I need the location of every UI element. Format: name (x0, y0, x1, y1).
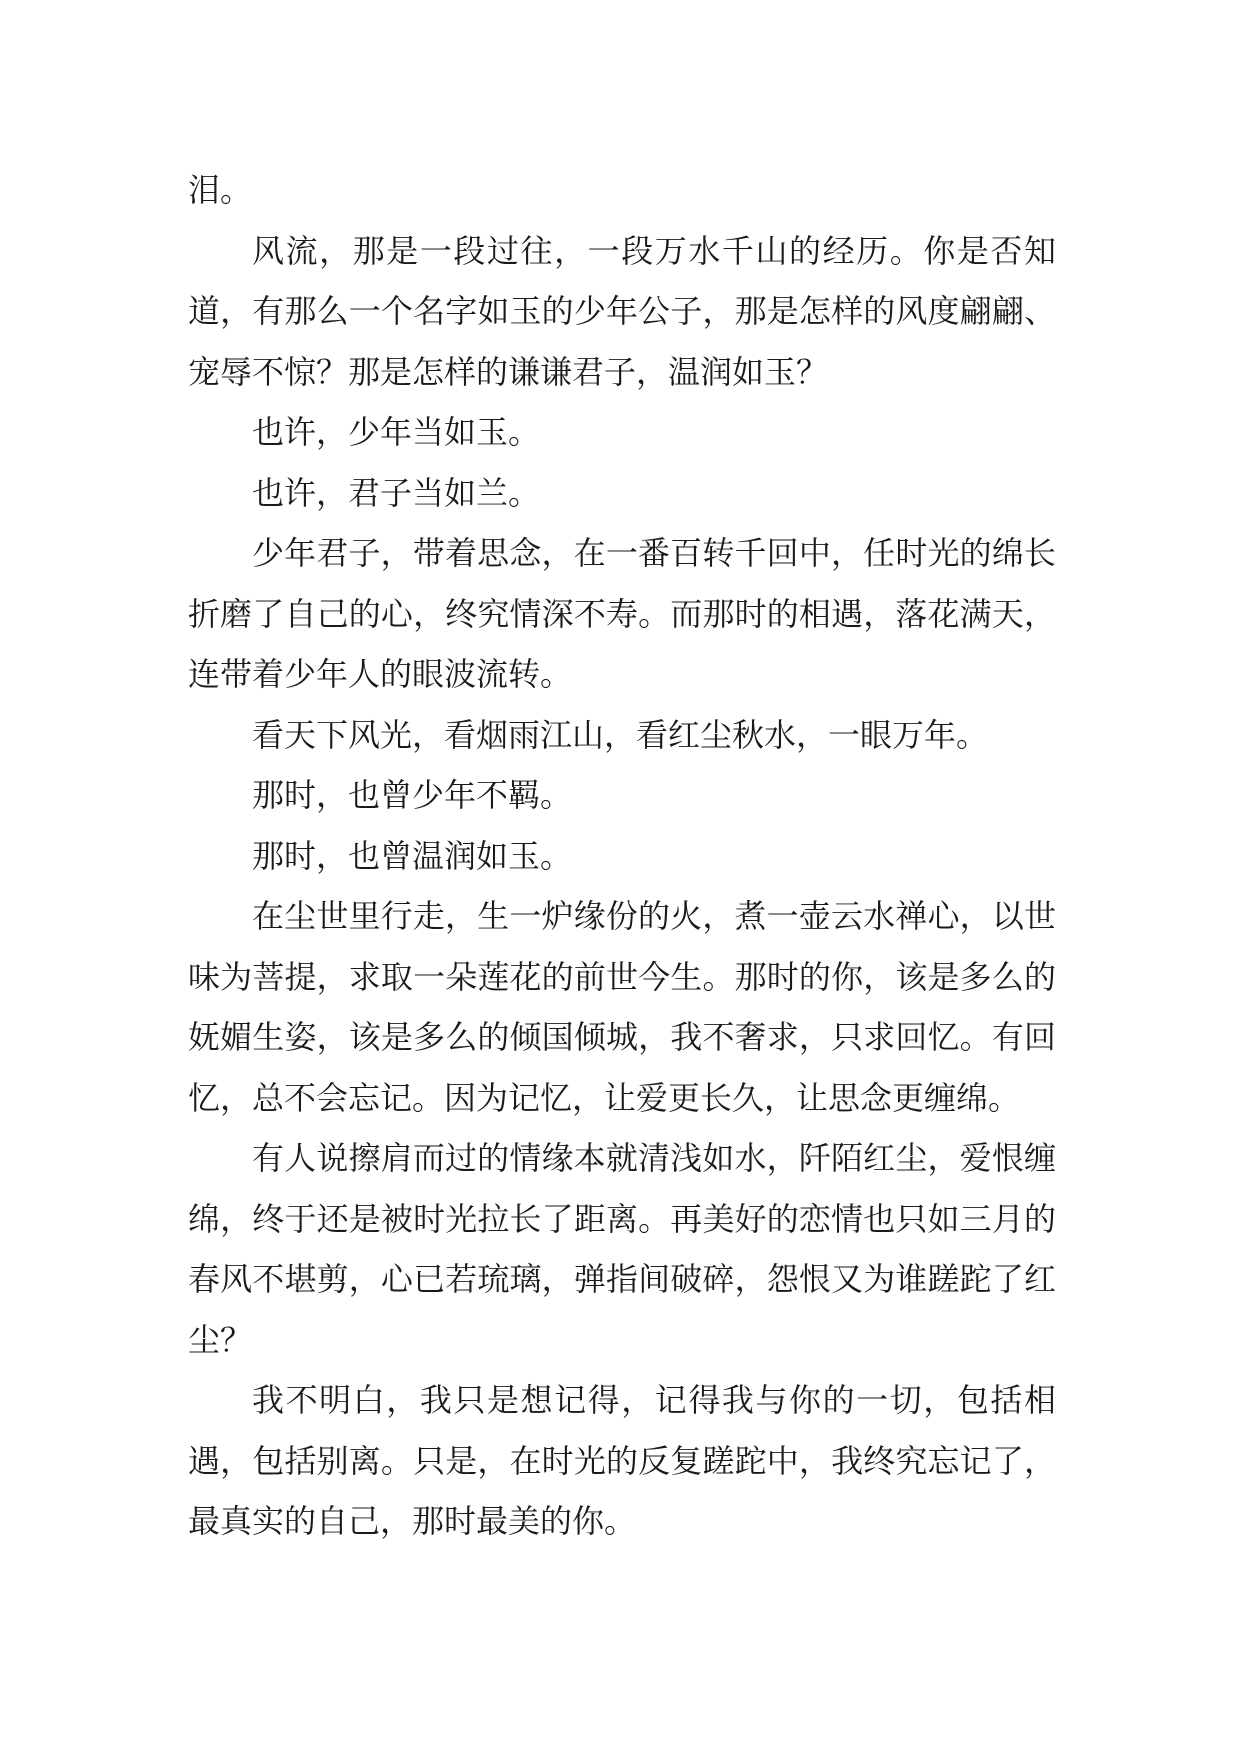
paragraph: 少年君子，带着思念，在一番百转千回中，任时光的绵长折磨了自己的心，终究情深不寿。而那时的相遇，落花满天，连带着少年人的眼波流转。 (188, 534, 1056, 693)
document-body (188, 160, 1056, 1552)
paragraph: 那时，也曾少年不羁。 (252, 776, 573, 814)
paragraph: 有人说擦肩而过的情缘本就清浅如水，阡陌红尘，爱恨缠绵，终于还是被时光拉长了距离。再美好的恋情也只如三月的春风不堪剪，心已若琉璃，弹指间破碎，怨恨又为谁蹉跎了红尘？ (188, 1139, 1056, 1359)
paragraph: 看天下风光，看烟雨江山，看红尘秋水，一眼万年。 (252, 715, 989, 754)
paragraph: 我不明白，我只是想记得，记得我与你的一切，包括相遇，包括别离。只是，在时光的反复蹉跎中，我终究忘记了，最真实的自己，那时最美的你。 (188, 1381, 1056, 1540)
paragraph: 在尘世里行走，生一炉缘份的火，煮一壶云水禅心，以世味为菩提，求取一朵莲花的前世今生。那时的你，该是多么的妩媚生姿，该是多么的倾国倾城，我不奢求，只求回忆。有回忆，总不会忘记。因为记忆，让爱更长久，让思念更缠绵。 (188, 897, 1056, 1117)
paragraph: 那时，也曾温润如玉。 (252, 836, 573, 875)
paragraph: 也许，君子当如兰。 (252, 473, 541, 512)
paragraph: 风流，那是一段过往，一段万水千山的经历。你是否知道，有那么一个名字如玉的少年公子，那是怎样的风度翩翩、宠辱不惊？那是怎样的谦谦君子，温润如玉？ (188, 231, 1056, 391)
paragraph: 泪。 (188, 171, 253, 209)
paragraph: 也许，少年当如玉。 (252, 413, 541, 451)
